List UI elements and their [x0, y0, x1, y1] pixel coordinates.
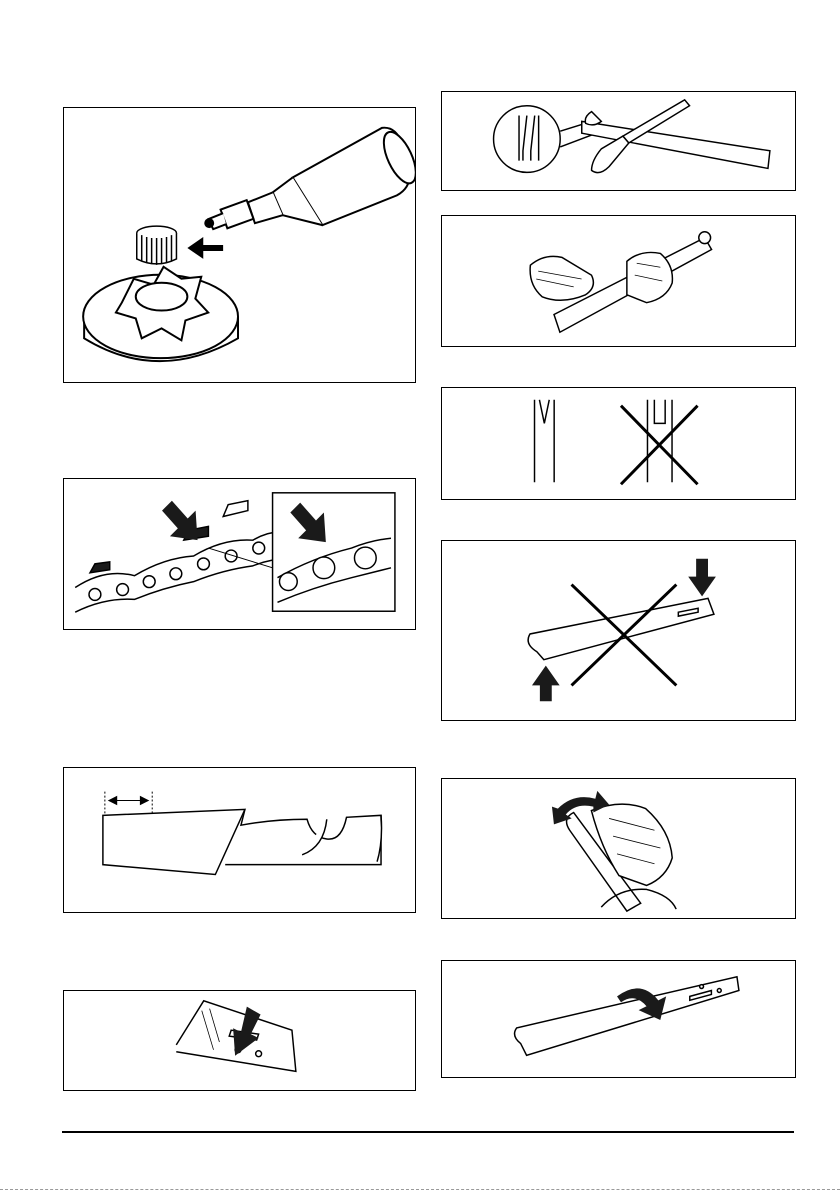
bar-oil-hole-illustration — [64, 991, 415, 1090]
figure-bar-turn-over — [441, 960, 796, 1078]
oil-bottle-icon — [205, 127, 415, 229]
chain-illustration — [64, 479, 415, 629]
figure-bar-lubrication-hole — [63, 990, 416, 1091]
cross-icon — [621, 406, 698, 485]
hand-icon — [530, 256, 593, 300]
oil-bottle-illustration — [64, 108, 415, 382]
needle-bearing-icon — [137, 226, 177, 265]
cutter-tooth-illustration — [64, 768, 415, 912]
bar-rotation-illustration — [442, 961, 795, 1077]
footer-rule — [62, 1131, 794, 1133]
correct-groove-icon — [535, 400, 555, 483]
sprocket-icon — [83, 267, 238, 361]
figure-bar-groove-inspection — [441, 91, 796, 191]
figure-sprocket-lubrication — [63, 107, 416, 383]
figure-bar-rail-filing — [441, 215, 796, 347]
up-arrow-icon — [532, 666, 560, 702]
figure-depth-gauge-setting — [63, 767, 416, 913]
bar-file-illustration — [442, 92, 795, 190]
figure-chain-link-wear — [63, 478, 416, 630]
figure-bar-bend-warning — [441, 540, 796, 721]
chain-detail-inset — [273, 493, 395, 611]
guide-bar-icon — [515, 977, 739, 1056]
worn-groove-icon — [647, 400, 672, 483]
left-arrow-icon — [187, 237, 223, 259]
guide-bar-icon — [528, 598, 714, 659]
hand-turning-bar-illustration — [442, 779, 795, 918]
page-bottom-edge — [0, 1189, 840, 1190]
cutter-tooth-icon — [103, 809, 382, 874]
hands-filing-illustration — [442, 216, 795, 346]
hand-icon — [627, 252, 673, 302]
bent-bar-illustration — [442, 541, 795, 720]
measurement-marker — [105, 792, 152, 816]
down-arrow-icon — [162, 501, 198, 540]
figure-bar-flip — [441, 778, 796, 919]
groove-profile-illustration — [442, 388, 795, 499]
figure-groove-profile-check — [441, 387, 796, 500]
down-arrow-icon — [688, 559, 716, 597]
